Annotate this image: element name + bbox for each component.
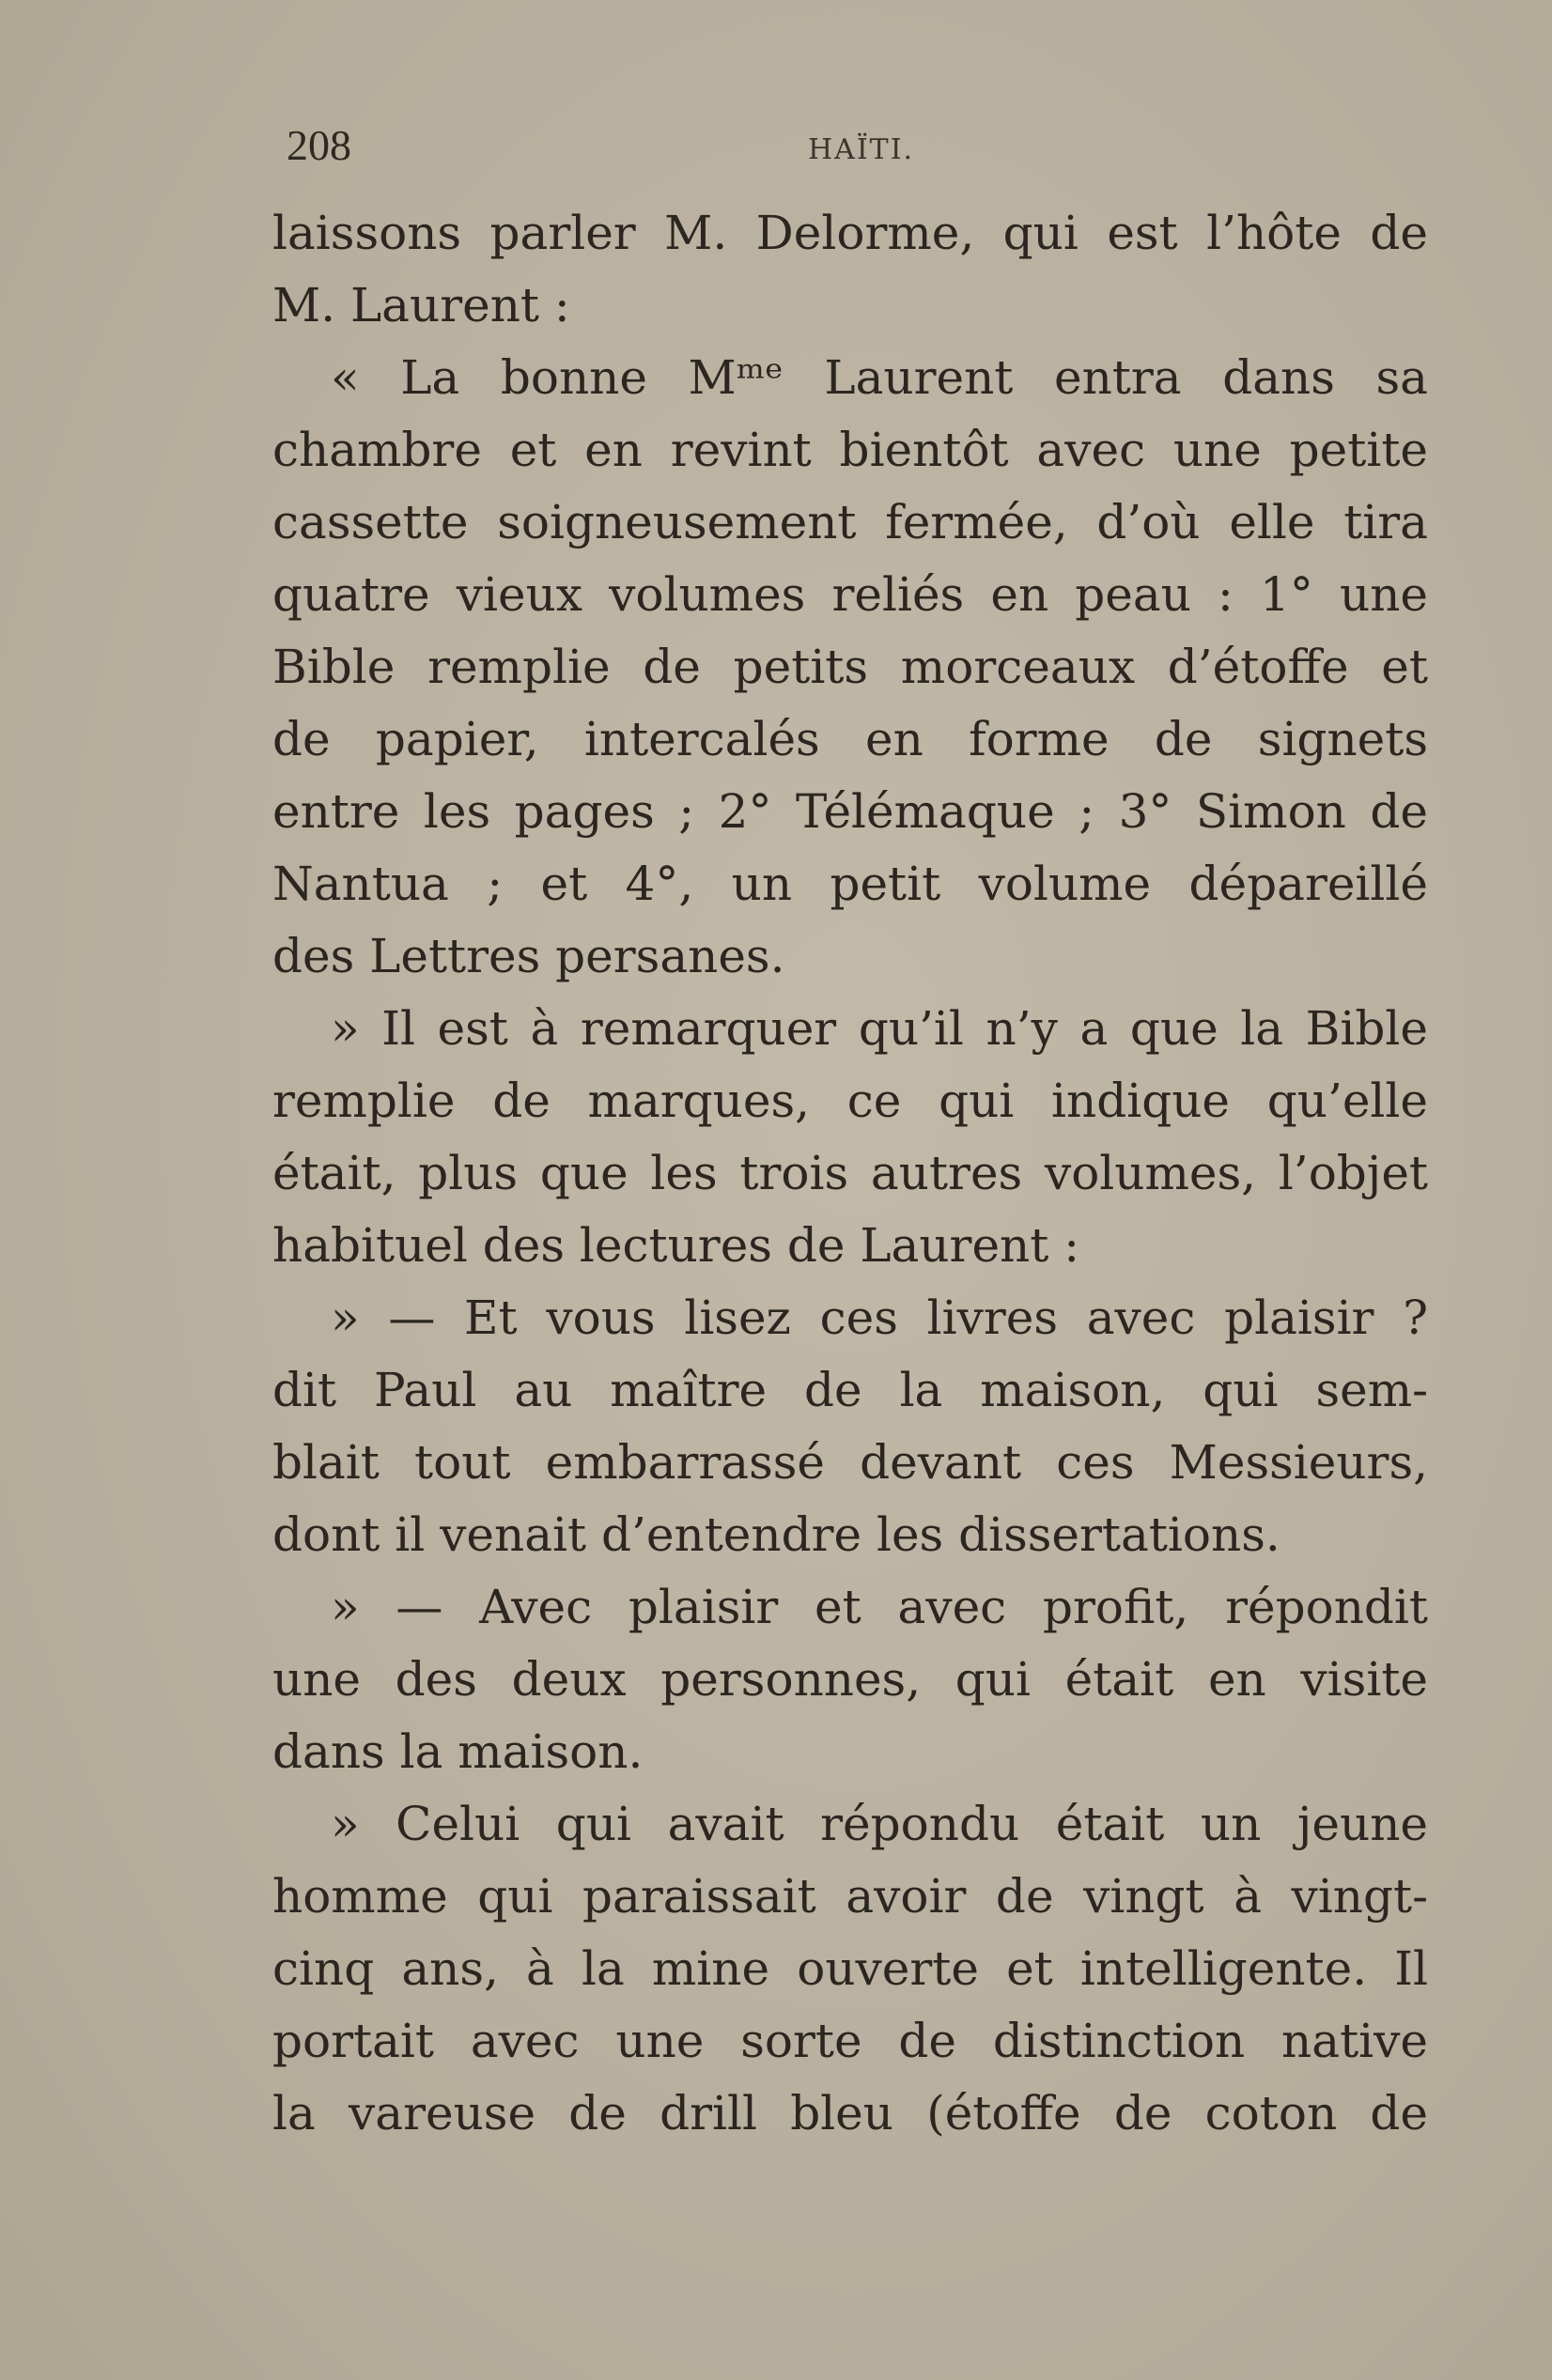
text-line: quatre vieux volumes reliés en peau : 1° une (272, 567, 1428, 622)
text-line: laissons parler M. Delorme, qui est l’hôte de (272, 206, 1428, 260)
text-line: M. Laurent : (272, 278, 570, 332)
text-line: dans la maison. (272, 1724, 644, 1779)
text-line: remplie de marques, ce qui indique qu’elle (272, 1074, 1428, 1128)
text-line: une des deux personnes, qui était en visite (272, 1652, 1428, 1707)
text-line: homme qui paraissait avoir de vingt à vingt- (272, 1869, 1428, 1924)
text-line: blait tout embarrassé devant ces Messieurs, (272, 1435, 1428, 1490)
text-line: dit Paul au maître de la maison, qui sem- (272, 1363, 1428, 1417)
text-line: » Il est à remarquer qu’il n’y a que la Bible (331, 1001, 1428, 1056)
text-line: dont il venait d’entendre les dissertations. (272, 1507, 1280, 1562)
text-line: cinq ans, à la mine ouverte et intelligente. Il (272, 1941, 1428, 1996)
text-line: habituel des lectures de Laurent : (272, 1218, 1080, 1273)
text-line: était, plus que les trois autres volumes, l’objet (272, 1146, 1428, 1200)
running-head: HAÏTI. (808, 133, 915, 166)
text-line: cassette soigneusement fermée, d’où elle tira (272, 495, 1428, 549)
text-line: « La bonne Mᵐᵉ Laurent entra dans sa (331, 350, 1428, 405)
page-number: 208 (287, 121, 351, 169)
text-line: » — Avec plaisir et avec profit, répondit (331, 1580, 1428, 1634)
text-line: chambre et en revint bientôt avec une petite (272, 423, 1428, 477)
text-line: entre les pages ; 2° Télémaque ; 3° Simon de (272, 784, 1428, 839)
page-header (287, 120, 1423, 177)
text-line: la vareuse de drill bleu (étoffe de coton de (272, 2086, 1428, 2140)
text-line: Nantua ; et 4°, un petit volume dépareillé (272, 857, 1428, 911)
text-line: Bible remplie de petits morceaux d’étoffe et (272, 640, 1428, 694)
text-line: des Lettres persanes. (272, 929, 785, 983)
text-line: » — Et vous lisez ces livres avec plaisir ? (331, 1290, 1428, 1345)
text-line: de papier, intercalés en forme de signets (272, 712, 1428, 766)
text-line: » Celui qui avait répondu était un jeune (331, 1797, 1428, 1851)
text-line: portait avec une sorte de distinction native (272, 2014, 1428, 2068)
